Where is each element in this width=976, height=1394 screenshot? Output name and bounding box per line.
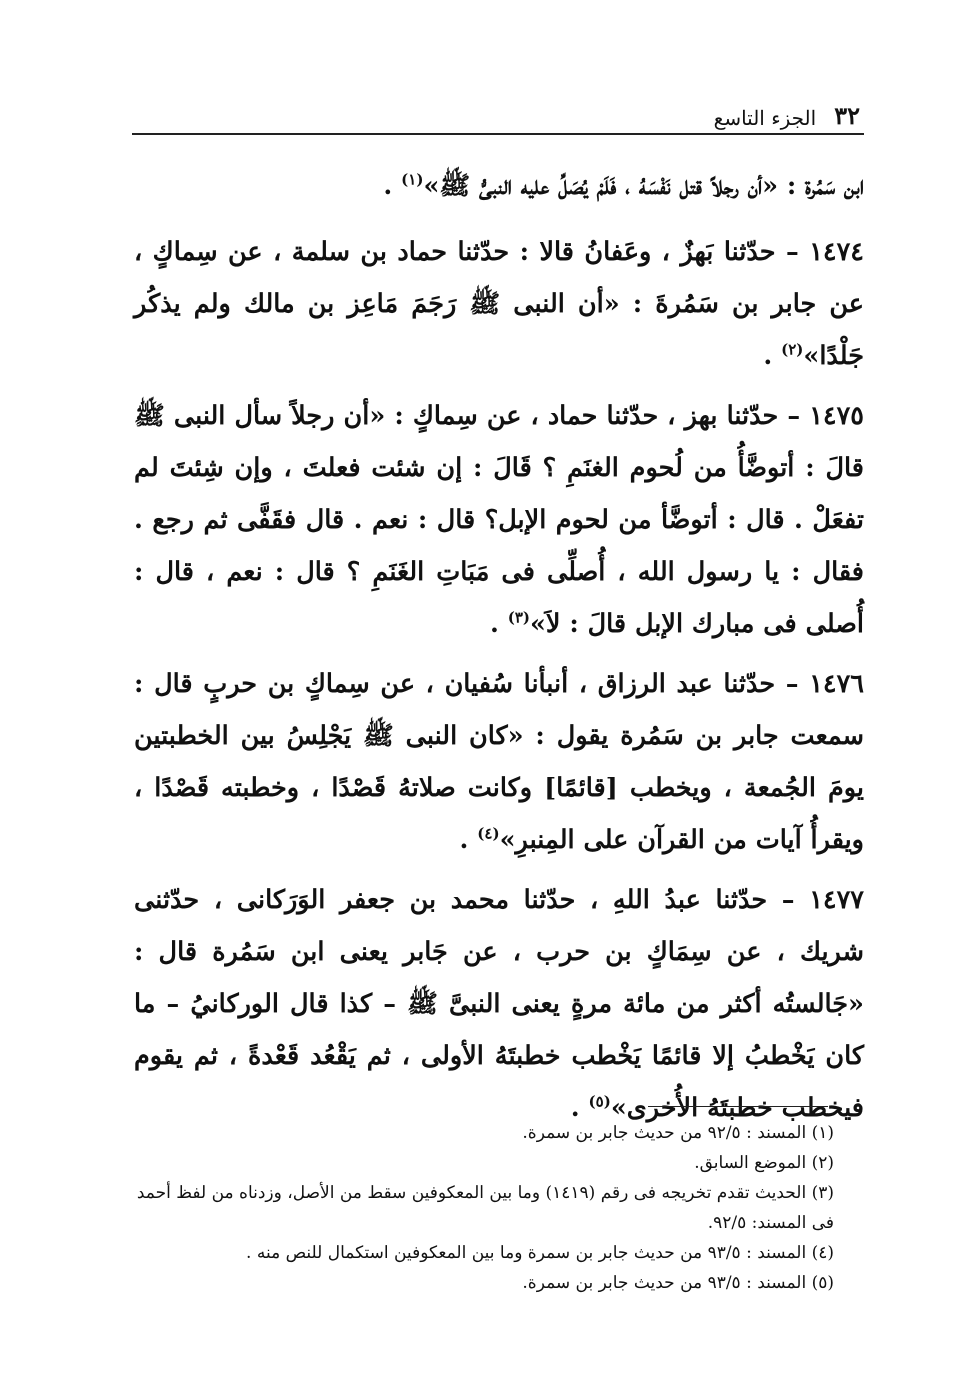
hadith-paragraph [134,658,864,866]
footnotes [130,1118,834,1298]
page-number: ٣٢ [834,101,860,130]
paragraph-end: . [459,825,478,855]
paragraph-end: . [489,609,508,639]
footnote-ref: (٢) [781,340,804,359]
running-header [132,90,860,130]
footnote-separator [648,1106,828,1107]
hadith-number: ١٤٧٥ [809,401,864,431]
footnote-ref: (٤) [477,824,500,843]
part-title: الجزء التاسع [713,106,817,130]
header-rule [132,133,864,135]
hadith-paragraph [134,390,864,650]
paragraph-text: – حدّثنا عبد الرزاق ، أنبأنا سُفيان ، عن سِماكٍ بن حربٍ قال : سمعت جابر بن سَمُرة يقول : «كان النبى ﷺ يَجْلِسُ بين الخطبتين يومَ الجُمعة ، ويخطب [قائمًا] وكانت صلاتهُ قَصْدًا ، وخطبته قَصْدًا ، ويقرأُ آيات من القرآن على المِنبرِ» [134,669,864,855]
main-text [134,160,864,1142]
paragraph-text: – حدّثنا بَهزٌ ، وعَفانُ قالا : حدّثنا حماد بن سلمة ، عن سِماكٍ ، عن جابر بن سَمُرةَ : «أن النبى ﷺ رَجَمَ مَاعِز بن مالك ولم يذكُر جَلْدًا» [134,237,864,371]
hadith-paragraph [134,226,864,382]
footnote-ref: (١) [401,170,424,189]
paragraph-text: – حدّثنا عبدُ اللهِ ، حدّثنا محمد بن جعفر الوَرَكانى ، حدّثنى شريك ، عن سِمَاكٍ بن حرب ، عن جَابر يعنى ابن سَمُرة قال : «جَالستُه أكثر من مائة مرةٍ يعنى النبىَّ ﷺ – كذا قال الوركانيُ – ما كان يَخْطبُ إلا قائمًا يَخْطب خطبتَهُ الأولى ، ثم يَقْعُد قَعْدةً ، ثم يقوم فيخطب خطبتَهُ الأُخرى» [134,885,864,1123]
hadith-number: ١٤٧٦ [809,669,864,699]
hadith-number: ١٤٧٧ [809,885,864,915]
hadith-number: ١٤٧٤ [809,237,864,267]
paragraph-end: . [570,1093,589,1123]
footnote: (٣) الحديث تقدم تخريجه فى رقم (١٤١٩) وما بين المعكوفين سقط من الأصل، وزدناه من لفظ أحمد فى المسند: ٩٢/٥. [136,1183,834,1233]
paragraph-end: . [383,171,402,201]
footnote: (٥) المسند : ٩٣/٥ من حديث جابر بن سمرة. [522,1273,834,1293]
paragraph-end: . [763,341,782,371]
paragraph-continuation [134,160,864,212]
footnote: (١) المسند : ٩٢/٥ من حديث جابر بن سمرة. [522,1123,834,1143]
paragraph-text: ابن سَمُرة : «أن رجلاً قتل نَفْسَهُ ، فَلَمْ يُصَلِّ عليه النبىُّ ﷺ» [423,171,864,201]
hadith-paragraph [134,874,864,1134]
paragraph-text: – حدّثنا بهز ، حدّثنا حماد ، عن سِماكٍ : «أن رجلاً سأل النبى ﷺ قالَ : أتوضَّأُ من لُحوم الغنَمِ ؟ قَالَ : إن شئت فعلتَ ، وإن شِئتَ لم تفعَلْ . قال : أتوضَّأ من لحوم الإبل؟ قال : نعم . قال فقَفَّى ثم رجع . فقال : يا رسول الله ، أُصلِّى فى مَبَاتِ الغَنَمِ ؟ قال : نعم ، قال : أُصلى فى مبارك الإبل قالَ : لاَ» [134,401,864,639]
footnote: (٢) الموضع السابق. [694,1153,834,1173]
footnote-ref: (٥) [588,1092,611,1111]
footnote: (٤) المسند : ٩٣/٥ من حديث جابر بن سمرة وما بين المعكوفين استكمال للنص منه . [246,1243,834,1263]
footnote-ref: (٣) [507,608,530,627]
